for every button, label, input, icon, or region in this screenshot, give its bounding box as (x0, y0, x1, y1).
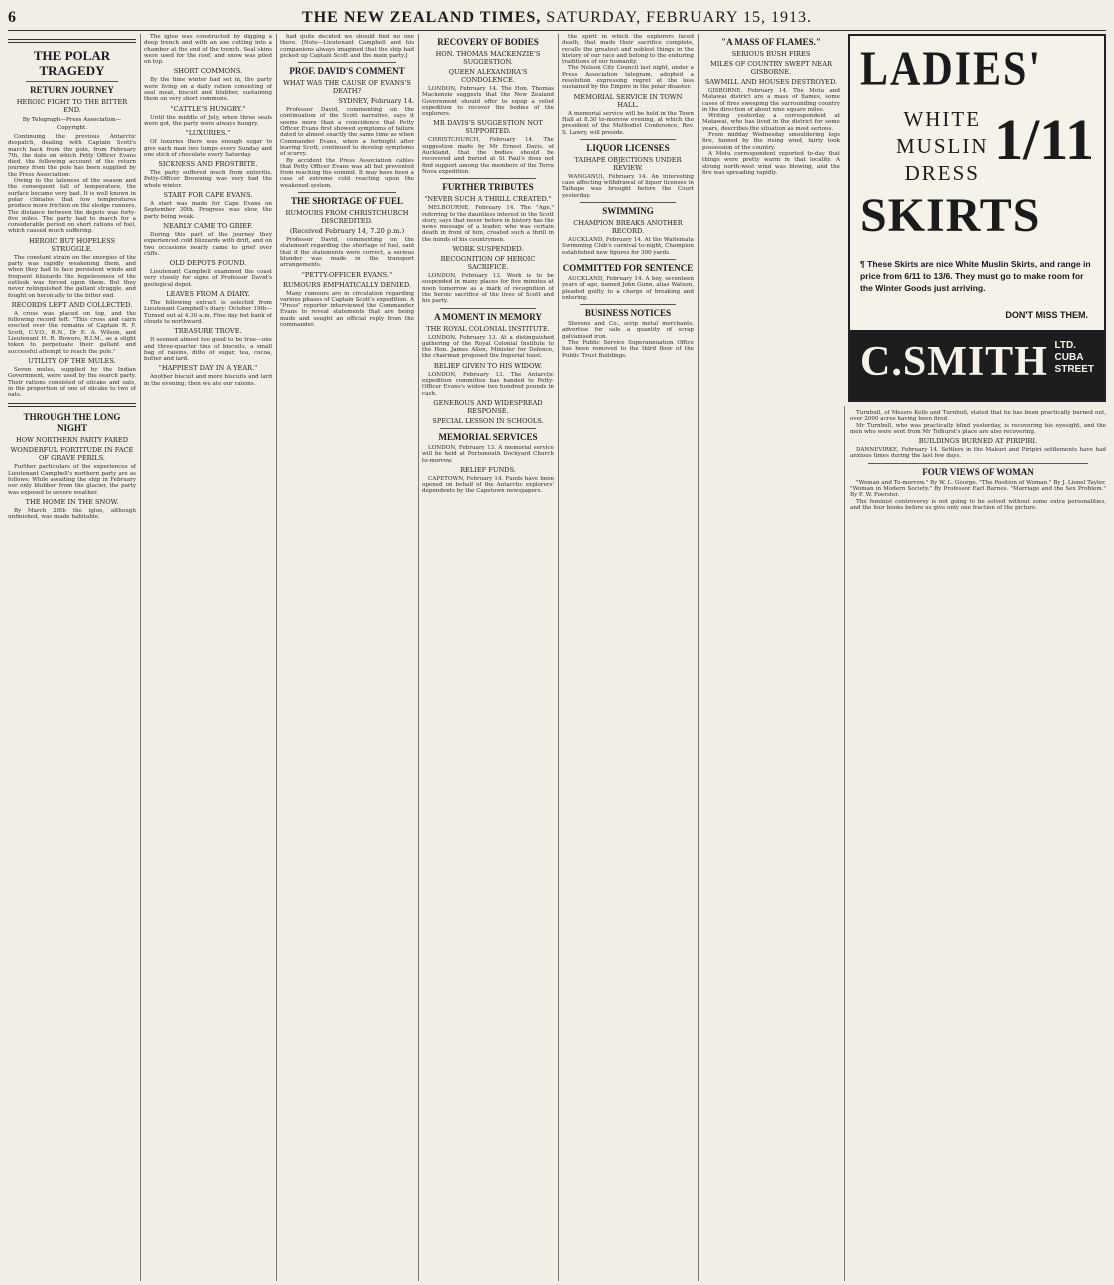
headline-moment-memory: A MOMENT IN MEMORY (434, 311, 542, 322)
section-heading: START FOR CAPE EVANS. (163, 191, 253, 200)
ad-muslin: MUSLIN (896, 134, 989, 158)
subhead-colonial-institute: THE ROYAL COLONIAL INSTITUTE. (426, 324, 550, 333)
article-paragraph: The constant strain on the energies of the party was rapidly weakening them, and when they had to face persistent winds and frequent blizzards the hopelessness of the outlook was forced upon them. But they never relinquished the gallant struggle, and fought on heroically to the bitter end. (8, 254, 136, 299)
article-paragraph: WANGANUI, February 14. An interesting case affecting withdrawal of liquor licenses in Taihape was brought before the Court yesterday. (562, 173, 694, 199)
article-paragraph: By accident the Press Association cables that Petty Officer Evans was all but prevented from reaching the summit. It may have been a case of extreme cold reacting upon the weakened system. (280, 157, 414, 189)
article-paragraph: CAPETOWN, February 14. Funds have been opened on behalf of the Antarctic explorers' dependents by the Capetown newspapers. (422, 475, 554, 495)
ad-brand: C.SMITH (860, 339, 1048, 385)
article-paragraph: AUCKLAND, February 14. A boy, seventeen years of age, named John Gunn, alias Watson, pleaded guilty to a charge of breaking and entering. (562, 275, 694, 301)
section-heading: "LUXURIES." (185, 129, 231, 138)
subhead-evans-death: WHAT WAS THE CAUSE OF EVANS'S DEATH? (283, 79, 411, 96)
section-heading: "HAPPIEST DAY IN A YEAR." (158, 364, 258, 373)
column-rule (844, 406, 845, 1281)
subhead-heroic-fight: HEROIC FIGHT TO THE BITTER END. (16, 98, 128, 114)
column-rule (558, 34, 559, 1281)
byline: By Telegraph—Press Association—Copyright. (22, 117, 122, 131)
article-paragraph: Until the middle of July, when three seals were got, the party were always hungry. (144, 114, 272, 127)
headline-business-notices: BUSINESS NOTICES (584, 308, 672, 319)
subhead-mackenzie: HON. THOMAS MACKENZIE'S SUGGESTION. (435, 50, 541, 66)
masthead-title (302, 9, 812, 27)
article-paragraph: A cross was placed on top, and the following record left: "This cross and cairn erected over the remains of Captain R. F. Scott, C.V.O., R.N., Dr E. A. Wilson, and Lieutenant H. R. Bowers, R.I.M., as a slight token to perpetuate their gallant and successful attempt to reach the pole." (8, 310, 136, 355)
columns (8, 34, 1106, 1281)
article-paragraph: It seemed almost too good to be true—one and three-quarter tins of biscuits, a small bag of raisins, ditto of sugar, tea, cocoa, butter and lard. (144, 337, 272, 363)
article-paragraph: Writing yesterday a correspondent at Matawai, who has lived in the district for some years, describes the situation as most serious. (702, 113, 840, 132)
column-3 (280, 34, 414, 1281)
section-heading: "PETTY-OFFICER EVANS." (301, 270, 393, 279)
section-heading: HEROIC BUT HOPELESS STRUGGLE. (28, 236, 116, 253)
column-rule (276, 34, 277, 1281)
ad-street: STREET (1054, 364, 1094, 375)
column-1 (8, 34, 136, 1281)
subhead-bush-fires: SERIOUS BUSH FIRES (731, 50, 811, 58)
section-heading: THE HOME IN THE SNOW. (25, 497, 119, 506)
column-rule (698, 34, 699, 1281)
article-paragraph: DANNEVIRKE, February 14. Settlers in the Makuri and Piripiri settlements have had anxious times during the last few days. (850, 447, 1106, 460)
subhead-taihape: TAIHAPE OBJECTIONS UNDER REVIEW. (574, 155, 682, 172)
subhead-queen: QUEEN ALEXANDRA'S CONDOLENCE. (448, 68, 528, 84)
article-paragraph: The party suffered much from enteritis. Petty-Officer Browning was very bad the whole winter. (144, 170, 272, 189)
article-paragraph: Seven mules, supplied by the Indian Government, were used by the search party. Their rations consisted of oilcake and oats, in the proportion of one of oilcake to two of oats. (8, 366, 136, 399)
ad-dress: DRESS (904, 161, 980, 185)
article-paragraph: Turnbull, of Messrs Kells and Turnbull, stated that he has been practically burned out, over 2000 acres having been fired. (850, 410, 1106, 423)
subhead-northern-party: HOW NORTHERN PARTY FARED (16, 436, 128, 445)
article-paragraph: Of luxuries there was enough sugar to give each man two lumps every Sunday and one stick of chocolate every Saturday. (144, 139, 272, 158)
article-paragraph: LONDON, February 13. At a distinguished gathering of the Royal Colonial Institute to the Hon. James Allen, Minister for Defence, the chairman proposed the Imperial toast. (422, 334, 554, 360)
article-paragraph: LONDON, February 14. The Hon. Thomas Mackenzie suggests that the New Zealand Government should offer to equip a relief expedition to recover the bodies of the explorers. (422, 86, 554, 118)
article-paragraph: During this part of the journey they experienced cold blizzards with drift, and on two occasions nearly came to grief over cliffs. (144, 231, 272, 257)
subhead-return-journey: RETURN JOURNEY (30, 85, 114, 95)
ad-cuba: CUBA (1054, 352, 1084, 363)
subhead-generous: GENEROUS AND WIDESPREAD RESPONSE. (433, 398, 543, 415)
section-heading: "CATTLE'S HUNGRY." (170, 104, 246, 113)
page-number: 6 (8, 9, 16, 26)
article-paragraph: Many rumours are in circulation regarding various phases of Captain Scott's expedition. A "Press" reporter interviewed the Commander Evans to reveal statements that are being made and sought an official reply from the commander. (280, 290, 414, 329)
headline-further-tributes: FURTHER TRIBUTES (442, 182, 534, 193)
article-paragraph: the spirit in which the explorers faced death, that made their sacrifice complete, recalls the greatest and noblest things in the history of our race and belong to the enduring traditions of our humanity. (562, 34, 694, 66)
headline-mass-of-flames: "A MASS OF FLAMES." (721, 37, 821, 47)
subhead-thrill: "NEVER SUCH A THRILL CREATED." (424, 195, 552, 204)
article-paragraph: Stevens and Co., scrip metal merchants, advertise for sale a quantity of scrap galvanised iron. (562, 321, 694, 340)
subhead-davis: MR DAVIS'S SUGGESTION NOT SUPPORTED. (433, 119, 543, 136)
ad-white: WHITE (903, 107, 982, 131)
article-paragraph: From midday Wednesday smouldering logs fire, fanned by the rising wind, fairly took possession of the country. (702, 132, 840, 151)
article-paragraph: A memorial service will be held in the Town Hall at 8.30 to-morrow evening, at which the president of the Methodist Conference, Rev. S. Lawry, will preside. (562, 110, 694, 136)
headline-long-night: THROUGH THE LONG NIGHT (23, 412, 121, 434)
article-paragraph: The following extract is selected from Lieutenant Campbell's diary: October 19th—Turned out at 4.30 a.m. Fine day but bank of clouds to northward. (144, 300, 272, 325)
subhead-rumours-denied: RUMOURS EMPHATICALLY DENIED. (283, 280, 411, 289)
section-heading: TREASURE TROVE. (174, 327, 242, 336)
advertisement-c-smith (848, 34, 1106, 402)
subhead-lesson: SPECIAL LESSON IN SCHOOLS. (432, 416, 544, 425)
article-paragraph: Another biscuit and more biscuits and lard in the evening; then we ate our raisins. (144, 374, 272, 387)
section-heading: LEAVES FROM A DIARY. (166, 290, 250, 299)
article-paragraph: GISBORNE, February 14. The Motu and Matawai district are a mass of flames, some cases of fires sweeping the surrounding country in the direction of about nine square miles. (702, 88, 840, 113)
ad-description: ¶ These Skirts are nice White Muslin Skirts, and range in price from 6/11 to 13/6. They must go to make room for the Winter Goods just arriving. (860, 259, 1091, 293)
article-paragraph: The Public Service Superannuation Office has been removed to the third floor of the Public Trust Buildings. (562, 340, 694, 359)
column-5 (562, 34, 694, 1281)
headline-liquor-licenses: LIQUOR LICENSES (586, 142, 670, 153)
subhead-work-suspended: WORK SUSPENDED. (452, 245, 524, 254)
headline-shortage-fuel: THE SHORTAGE OF FUEL (291, 196, 403, 207)
ad-item-words (896, 106, 989, 187)
article-paragraph: By the time winter had set in, the party were living on a daily ration consisting of seal meat, biscuit and blubber, sustaining them on very short commons. (144, 77, 272, 103)
headline-committed: COMMITTED FOR SENTENCE (562, 262, 694, 273)
issue-date: SATURDAY, FEBRUARY 15, 1913. (546, 9, 812, 26)
headline-memorial-services: MEMORIAL SERVICES (438, 431, 538, 442)
article-paragraph: "Woman and To-morrow." By W. L. George. "The Position of Woman." By J. Lionel Tayler. "Woman in Modern Society." By Professor Earl Barnes. "Marriage and the Sex Problem." By F. W. Foerster. (850, 479, 1106, 499)
subhead-recognition: RECOGNITION OF HEROIC SACRIFICE. (440, 255, 536, 272)
subhead-rumours: RUMOURS FROM CHRISTCHURCH DISCREDITED. (285, 209, 409, 226)
subhead-piripiri: BUILDINGS BURNED AT PIRIPIRI. (918, 437, 1038, 446)
column-4 (422, 34, 554, 1281)
received-note: (Received February 14, 7.20 p.m.) (289, 227, 405, 236)
subhead-gisborne: MILES OF COUNTRY SWEPT NEAR GISBORNE. (710, 60, 832, 76)
subhead-fortitude: WONDERFUL FORTITUDE IN FACE OF GRAVE PERILS. (10, 446, 134, 463)
section-heading: RECORDS LEFT AND COLLECTED. (11, 300, 133, 309)
newspaper-name: THE NEW ZEALAND TIMES, (302, 9, 542, 26)
ad-price: 1/11 (994, 107, 1094, 172)
article-paragraph: Lieutenant Campbell examined the coast very closely for signs of Professor David's geological depot. (144, 269, 272, 288)
headline-swimming: SWIMMING (602, 206, 654, 217)
article-paragraph: Continuing the previous Antarctic despatch, dealing with Captain Scott's march back from the pole, from February 7th, the date on which Petty Officer Evans died, the following account of the return journey from the pole has been supplied by the Press Association: (8, 134, 136, 178)
subhead-memorial-town-hall: MEMORIAL SERVICE IN TOWN HALL. (573, 92, 683, 109)
article-paragraph: Professor David, commenting on the statement regarding the shortage of fuel, said that if the statements were correct, a serious blunder was made in the transport arrangements. (280, 237, 414, 269)
subhead-relief-funds: RELIEF FUNDS. (460, 465, 516, 474)
ad-skirts: SKIRTS (860, 189, 1041, 242)
headline-recovery-bodies: RECOVERY OF BODIES (437, 37, 539, 47)
masthead (8, 6, 1106, 31)
article-paragraph: The igloo was constructed by digging a deep trench and with an axe cutting into a chamber at the end of the trench. Seal skins were used for the roof, and snow was piled on top. (144, 34, 272, 66)
section-heading: OLD DEPOTS FOUND. (169, 259, 247, 268)
article-paragraph: MELBOURNE, February 14. The "Age," referring to the dauntless interest in the Scott story, says that never before in history has the news message of a leader, who was certain death in front of him, created such a thrill in the minds of his countrymen. (422, 205, 554, 243)
article-paragraph: The Nelson City Council last night, under a Press Association telegram, adopted a resolution expressing regret at the loss sustained by the Empire in the polar disaster. (562, 65, 694, 91)
subhead-relief-widow: RELIEF GIVEN TO HIS WIDOW. (433, 361, 543, 370)
section-heading: UTILITY OF THE MULES. (28, 356, 116, 365)
section-heading: SICKNESS AND FROSTBITE. (158, 160, 258, 169)
article-paragraph: AUCKLAND, February 14. At the Waitemata Swimming Club's carnival to-night, Champion established new figures for 300 yards. (562, 237, 694, 256)
article-paragraph: A Motu correspondent reported to-day that things were pretty warm in that locality. A strong north-west wind was blowing, and the fire was spreading rapidly. (702, 150, 840, 176)
article-paragraph: By March 20th the igloo, although unfinished, was made habitable. (8, 507, 136, 521)
article-paragraph: Owing to the lateness of the season and the consequent fall of temperature, the surface became very bad. It is well known in polar climates that low temperatures produce more friction on the sledge runners. The distance between the depots was forty-five miles. The party had to march for a considerable period on short rations of fuel, which caused much suffering. (8, 178, 136, 235)
headline-prof-david: PROF. DAVID'S COMMENT (289, 66, 405, 77)
ad-ladies: LADIES' (860, 43, 1043, 97)
column-2 (144, 34, 272, 1281)
section-heading: NEARLY CAME TO GRIEF. (163, 221, 253, 230)
ad-ltd: LTD. (1054, 340, 1077, 351)
article-paragraph: A start was made for Cape Evans on September 30th. Progress was slow, the party being weak. (144, 201, 272, 220)
article-paragraph: Mr Turnbull, who was practically blind yesterday, is recovering his eyesight, and the men who were sent from Mr Tolhurst's place are also recovering. (850, 422, 1106, 435)
ad-dont-miss: DON'T MISS THEM. (1005, 310, 1088, 320)
article-paragraph: LONDON, February 13. The Antarctic expedition committee has handed to Petty-Officer Evans's widow two hundred pounds in cash. (422, 371, 554, 397)
headline-four-views: FOUR VIEWS OF WOMAN (922, 466, 1034, 477)
article-paragraph: CHRISTCHURCH, February 14. The suggestion made by Mr Ernest Davis, of Auckland, that the bodies should be recovered and buried at St Paul's does not find support among the members of the Terra Nova expedition. (422, 137, 554, 175)
article-paragraph: LONDON, February 13. Work is to be suspended in many places for five minutes at noon tomorrow as a mark of recognition of the heroic sacrifice of the lives of Scott and his party. (422, 273, 554, 305)
article-paragraph: The feminist controversy is not going to be solved without some extra personalities, and the four books before us give only one fraction of the picture. (850, 498, 1106, 511)
section-heading: SHORT COMMONS. (173, 67, 243, 76)
column-6 (702, 34, 840, 1281)
article-paragraph: Further particulars of the experiences of Lieutenant Campbell's northern party are as follows: While awaiting the ship in February our only blubber from the glacier, the party was exposed to severe weather. (8, 464, 136, 496)
column-7 (850, 410, 1106, 1281)
subhead-sawmill: SAWMILL AND HOUSES DESTROYED. (704, 78, 838, 86)
article-paragraph: LONDON, February 13. A memorial service will be held at Portsmouth Dockyard Church to-morrow. (422, 444, 554, 464)
column-rule (140, 34, 141, 1281)
subhead-champion: CHAMPION BREAKS ANOTHER RECORD. (573, 219, 683, 236)
ad-address (1055, 340, 1094, 376)
article-paragraph: Professor David, commenting on the continuation of the Scott narrative, says it seems more than a coincidence that Petty Officer Evans first showed symptoms of failure dated to almost exactly the same time as when Commander Evans, when a fortnight after leaving Scott, continued to develop symptoms of scurvy. (280, 107, 414, 158)
headline-polar-tragedy: THE POLAR TRAGEDY (33, 48, 111, 78)
ad-brand-band (850, 330, 1104, 400)
column-rule (418, 34, 419, 1281)
article-paragraph: had quite decided we should find no one there. [Note—Lieutenant Campbell and his companions always imagined that the ship had picked up Captain Scott and the main party.] (280, 34, 414, 59)
dateline: SYDNEY, February 14. (338, 97, 414, 106)
